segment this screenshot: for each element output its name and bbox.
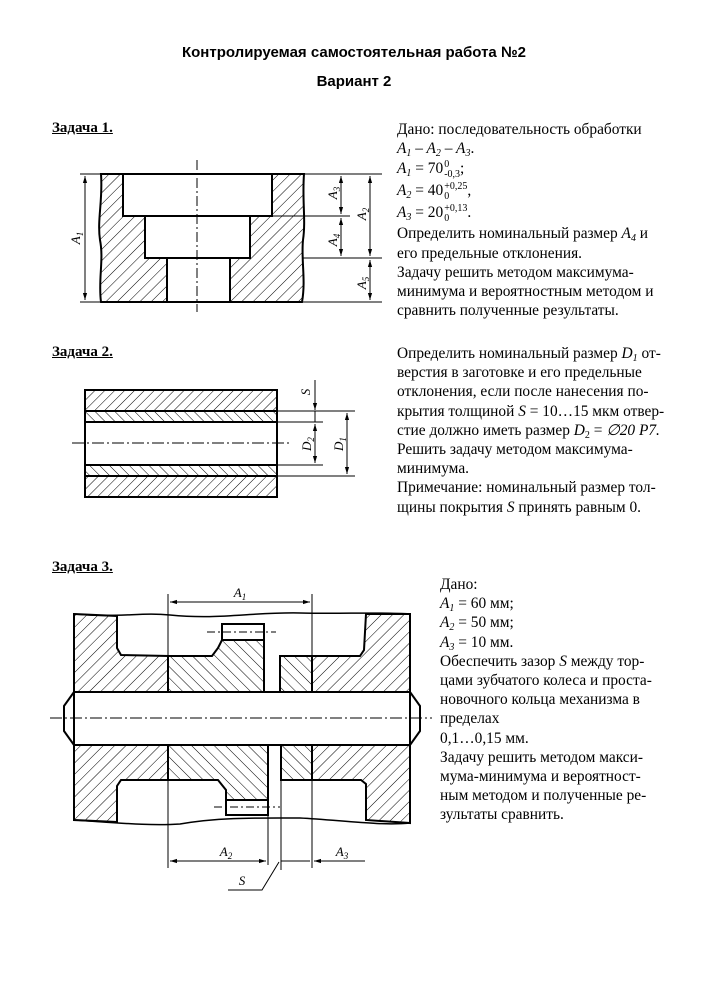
task3-dim: $A_1 = 60$ мм; xyxy=(440,595,514,615)
tolerance: +0,13 0 xyxy=(444,202,468,224)
task1-dim-a3: $A_3 = 20$ +0,13 0 . xyxy=(397,202,472,224)
task1-line: его предельные отклонения. xyxy=(397,244,583,262)
task2-line: минимума. xyxy=(397,460,469,478)
task1-determine: Определить номинальный размер $A_4$ и xyxy=(397,225,649,245)
label-a4: $A_4$ xyxy=(325,233,342,247)
label-a2: $A_2$ xyxy=(354,207,371,221)
task3-dim: $A_2 = 50$ мм; xyxy=(440,614,514,634)
task1-line: сравнить полученные результаты. xyxy=(397,302,619,320)
label-a3: $A_3$ xyxy=(335,844,349,861)
label-a1: $A_1$ xyxy=(233,585,247,602)
task1-given: Дано: последовательность обработки xyxy=(397,121,642,138)
label-d2: $D_2$ xyxy=(299,437,316,451)
label-a1: $A_1$ xyxy=(68,231,85,245)
label-s: S xyxy=(298,388,313,396)
figure-1-stepped-part xyxy=(68,160,382,312)
task3-line: новочного кольца механизма в xyxy=(440,691,640,709)
task1-line: Задачу решить методом максимума- xyxy=(397,263,634,281)
task3-line: ным методом и полученные ре- xyxy=(440,787,647,805)
figure-2-coated-bushing xyxy=(72,380,355,497)
task1-dim-a1: $A_1 = 70$ 0 -0,3 ; xyxy=(397,158,465,180)
task3-line: мума-минимума и вероятност- xyxy=(440,768,641,786)
task1-line: минимума и вероятностным методом и xyxy=(397,283,654,301)
task3-line: 0,1…0,15 мм. xyxy=(440,729,529,747)
task1-dim-a2: $A_2 = 40$ +0,25 0 , xyxy=(397,180,472,202)
task3-line: зультаты сравнить. xyxy=(440,806,564,824)
task3-line: цами зубчатого колеса и проста- xyxy=(440,672,652,690)
label-d1: $D_1$ xyxy=(331,437,348,451)
label-a3: $A_3$ xyxy=(325,186,342,200)
task2-heading: Задача 2. xyxy=(52,344,113,360)
tolerance: +0,25 0 xyxy=(444,180,468,202)
task3-dim: $A_3 = 10$ мм. xyxy=(440,633,514,653)
task2-line: щины покрытия S принять равным 0. xyxy=(397,498,641,516)
task2-line: стие должно иметь размер $D_2$ = ∅20 P7. xyxy=(397,421,660,441)
task2-line: отклонения, если после нанесения по- xyxy=(397,383,649,401)
task2-line: Определить номинальный размер $D_1$ от- xyxy=(397,345,661,364)
label-a2: $A_2$ xyxy=(219,844,233,861)
tolerance: 0 -0,3 xyxy=(444,158,461,180)
task3-line: пределах xyxy=(440,710,500,728)
task2-line: Примечание: номинальный размер тол- xyxy=(397,479,656,497)
task2-line: крытия толщиной S = 10…15 мкм отвер- xyxy=(397,402,665,420)
variant-title: Вариант 2 xyxy=(316,73,392,90)
task3-line: Обеспечить зазор S между тор- xyxy=(440,652,645,670)
task1-heading: Задача 1. xyxy=(52,120,113,136)
label-s: S xyxy=(238,873,246,888)
figure-3-gear-assembly xyxy=(50,585,432,890)
task3-heading: Задача 3. xyxy=(52,559,113,575)
task2-line: Решить задачу методом максимума- xyxy=(397,441,633,459)
task1-sequence: $A_1 - A_2 - A_3$. xyxy=(397,140,475,160)
task3-given: Дано: xyxy=(440,576,478,593)
task2-line: верстия в заготовке и его предельные xyxy=(397,364,642,382)
page-title: Контролируемая самостоятельная работа №2 xyxy=(181,44,527,61)
task3-line: Задачу решить методом макси- xyxy=(440,748,643,766)
leader-s xyxy=(228,862,279,890)
label-a5: $A_5$ xyxy=(354,276,371,290)
